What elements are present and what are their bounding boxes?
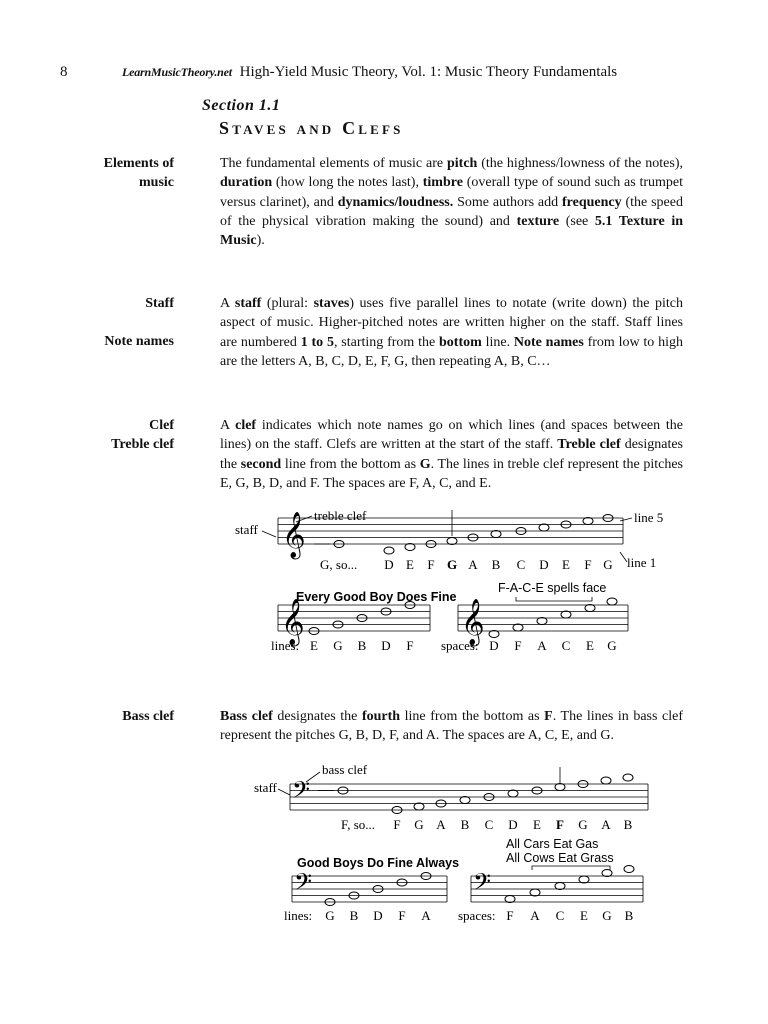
note-letter: D: [384, 557, 394, 572]
bass-staff-label: staff: [254, 780, 277, 795]
note-letter: B: [357, 638, 367, 653]
note-letter: G: [578, 817, 588, 832]
note-letter: D: [373, 908, 383, 923]
text-run: designates the: [272, 709, 362, 724]
bass-lines-mnemonic: Good Boys Do Fine Always: [297, 856, 460, 870]
note-letter: A: [601, 817, 611, 832]
note-letter: G: [603, 557, 613, 572]
note-letter: B: [624, 908, 634, 923]
note-letter: B: [460, 817, 470, 832]
note-letter: B: [491, 557, 501, 572]
text-run: line.: [481, 334, 514, 350]
treble-spaces-clef-symbol: 𝄞: [461, 599, 485, 644]
text-run: Bass clef: [220, 709, 273, 724]
text-run: (plural:: [261, 296, 314, 311]
note-letter: G: [607, 638, 617, 653]
text-run: Treble clef: [557, 437, 621, 453]
note-letter: E: [310, 638, 318, 653]
treble-lines-clef-symbol: 𝄞: [281, 599, 305, 644]
note-letter: A: [537, 638, 547, 653]
text-run: ) uses five parallel lines to notate (write down) the pitch aspect of music. Higher-pitched notes are written higher on the staff. Staff lines are numbered: [220, 296, 683, 350]
section-label: Section 1.1: [202, 97, 281, 114]
note-letter: D: [539, 557, 549, 572]
text-run: staff: [234, 296, 262, 311]
bass-clef-label: bass clef: [322, 762, 368, 777]
text-run: (the highness/lowness of the notes),: [477, 156, 683, 171]
note-letter: G: [333, 638, 343, 653]
text-run: Note names: [513, 334, 584, 350]
treble-lines-mnemonic: Every Good Boy Does Fine: [296, 590, 457, 604]
treble-lines-prefix: lines:: [271, 638, 300, 653]
text-run: , starting from the: [333, 334, 439, 350]
text-run: designates the: [220, 437, 684, 472]
note-letter: B: [349, 908, 359, 923]
bass-spaces-clef-symbol: 𝄢: [473, 870, 492, 901]
note-letter: C: [561, 638, 571, 653]
note-letter: A: [436, 817, 446, 832]
note-letter: C: [484, 817, 494, 832]
treble-note-letters: [384, 557, 612, 572]
note-letter: C: [516, 557, 526, 572]
bass-note-letters: [393, 817, 632, 832]
bass-staff-arrow: [278, 789, 290, 795]
text-run: pitch: [446, 156, 478, 171]
text-run: line from the bottom as: [400, 709, 545, 724]
treble-staff-label: staff: [235, 522, 258, 537]
text-run: (see: [559, 213, 595, 229]
bass-spaces-mnemonic-1: All Cars Eat Gas: [506, 837, 599, 851]
note-letter: E: [562, 557, 570, 572]
note-letter: F: [427, 557, 435, 572]
text-run: fourth: [361, 709, 401, 724]
bass-lines-prefix: lines:: [284, 908, 313, 923]
sidebar-bass-clef: Bass clef: [122, 709, 174, 724]
note-letter: A: [421, 908, 431, 923]
text-run: A: [220, 296, 235, 311]
bass-start-label: F, so...: [341, 817, 375, 832]
bass-spaces-mnemonic-2: All Cows Eat Grass: [506, 851, 614, 865]
bass-clef-arrow: [306, 772, 320, 782]
text-run: 1 to 5: [300, 334, 334, 350]
treble-spaces-letters: [489, 638, 616, 653]
note-letter: F: [506, 908, 514, 923]
text-run: 5.1 Texture in Music: [220, 213, 684, 249]
treble-main-notes: [334, 515, 613, 555]
bass-lines-letters: [325, 908, 431, 923]
note-letter: G: [414, 817, 424, 832]
note-letter: G: [602, 908, 612, 923]
text-run: line from the bottom as: [281, 456, 420, 472]
sidebar-clef: Clef: [149, 418, 174, 433]
note-letter: E: [586, 638, 594, 653]
text-run: clef: [235, 418, 257, 433]
bass-spaces-letters: [506, 908, 633, 923]
text-run: (the speed of the physical vibration making the sound) and: [220, 194, 683, 229]
note-letter: D: [381, 638, 391, 653]
note-letter: C: [555, 908, 565, 923]
note-letter: D: [508, 817, 518, 832]
text-run: duration: [220, 175, 273, 191]
bass-lines-clef-symbol: 𝄢: [294, 870, 313, 901]
text-run: texture: [516, 213, 560, 229]
bass-spaces-bracket: [532, 866, 610, 870]
treble-line5-label: line 5: [634, 510, 664, 525]
note-letter: E: [406, 557, 414, 572]
text-run: (overall type of sound such as trumpet versus clarinet), and: [220, 175, 683, 210]
sidebar-elements-line2: music: [139, 175, 174, 190]
text-run: second: [240, 456, 282, 472]
treble-line5-arrow: [620, 518, 632, 521]
note-letter: F: [406, 638, 414, 653]
text-run: bottom: [439, 334, 482, 350]
sidebar-staff: Staff: [145, 296, 174, 311]
treble-line1-label: line 1: [627, 555, 657, 570]
treble-spaces-bracket: [516, 597, 592, 601]
treble-lines-letters: [310, 638, 414, 653]
text-run: dynamics/loudness.: [337, 194, 454, 210]
text-run: G: [419, 456, 431, 472]
note-letter: E: [580, 908, 588, 923]
text-run: timbre: [422, 175, 463, 191]
bass-lines-staff: [292, 876, 447, 902]
bass-spaces-notes: [505, 866, 634, 903]
note-letter: E: [533, 817, 541, 832]
treble-start-label: G, so...: [320, 557, 358, 572]
bass-main-staff: [290, 784, 648, 810]
section-title: Staves and Clefs: [219, 118, 404, 138]
note-letter: A: [530, 908, 540, 923]
text-run: (how long the notes last),: [272, 175, 423, 191]
bass-main-notes: [338, 774, 633, 814]
text-run: The fundamental elements of music are: [220, 156, 447, 171]
site-logo: LearnMusicTheory.net: [122, 65, 232, 79]
note-letter: D: [489, 638, 499, 653]
treble-clef-label: treble clef: [314, 508, 367, 523]
note-letter: F: [393, 817, 401, 832]
bass-spaces-prefix: spaces:: [458, 908, 496, 923]
text-run: indicates which note names go on which lines (and spaces between the lines) on the staff. Clefs are written at the start of the staff.: [220, 418, 683, 453]
note-letter: A: [468, 557, 478, 572]
page-number: 8: [60, 64, 68, 80]
treble-clef-symbol: 𝄞: [282, 512, 306, 557]
text-run: from low to high are the letters A, B, C, D, E, F, G, then repeating A, B, C…: [220, 334, 684, 369]
note-letter: F: [398, 908, 406, 923]
sidebar-treble-clef: Treble clef: [111, 437, 174, 452]
text-run: F: [544, 709, 553, 724]
note-letter: G: [325, 908, 335, 923]
text-run: A: [220, 418, 236, 433]
text-run: . The lines in treble clef represent the pitches E, G, B, D, and F. The spaces are F, A, C, and E.: [220, 456, 683, 491]
treble-line1-arrow: [620, 552, 627, 562]
text-run: frequency: [562, 194, 622, 210]
text-run: . The lines in bass clef represent the pitches G, B, D, F, and A. The spaces are A, C, E, and G.: [220, 709, 683, 744]
note-letter: B: [623, 817, 633, 832]
note-letter: F: [514, 638, 522, 653]
bass-clef-symbol: 𝄢: [292, 778, 311, 809]
note-letter: G: [446, 557, 458, 572]
sidebar-note-names: Note names: [104, 334, 174, 349]
treble-staff-arrow: [262, 531, 276, 537]
sidebar-elements-line1: Elements of: [103, 156, 174, 171]
book-title: High-Yield Music Theory, Vol. 1: Music Theory Fundamentals: [239, 64, 618, 80]
text-run: staves: [313, 296, 350, 311]
note-letter: F: [584, 557, 592, 572]
text-run: ).: [256, 233, 265, 249]
treble-spaces-mnemonic: F-A-C-E spells face: [498, 581, 607, 595]
note-letter: F: [556, 817, 564, 832]
treble-spaces-prefix: spaces:: [441, 638, 479, 653]
text-run: Some authors add: [453, 194, 562, 210]
